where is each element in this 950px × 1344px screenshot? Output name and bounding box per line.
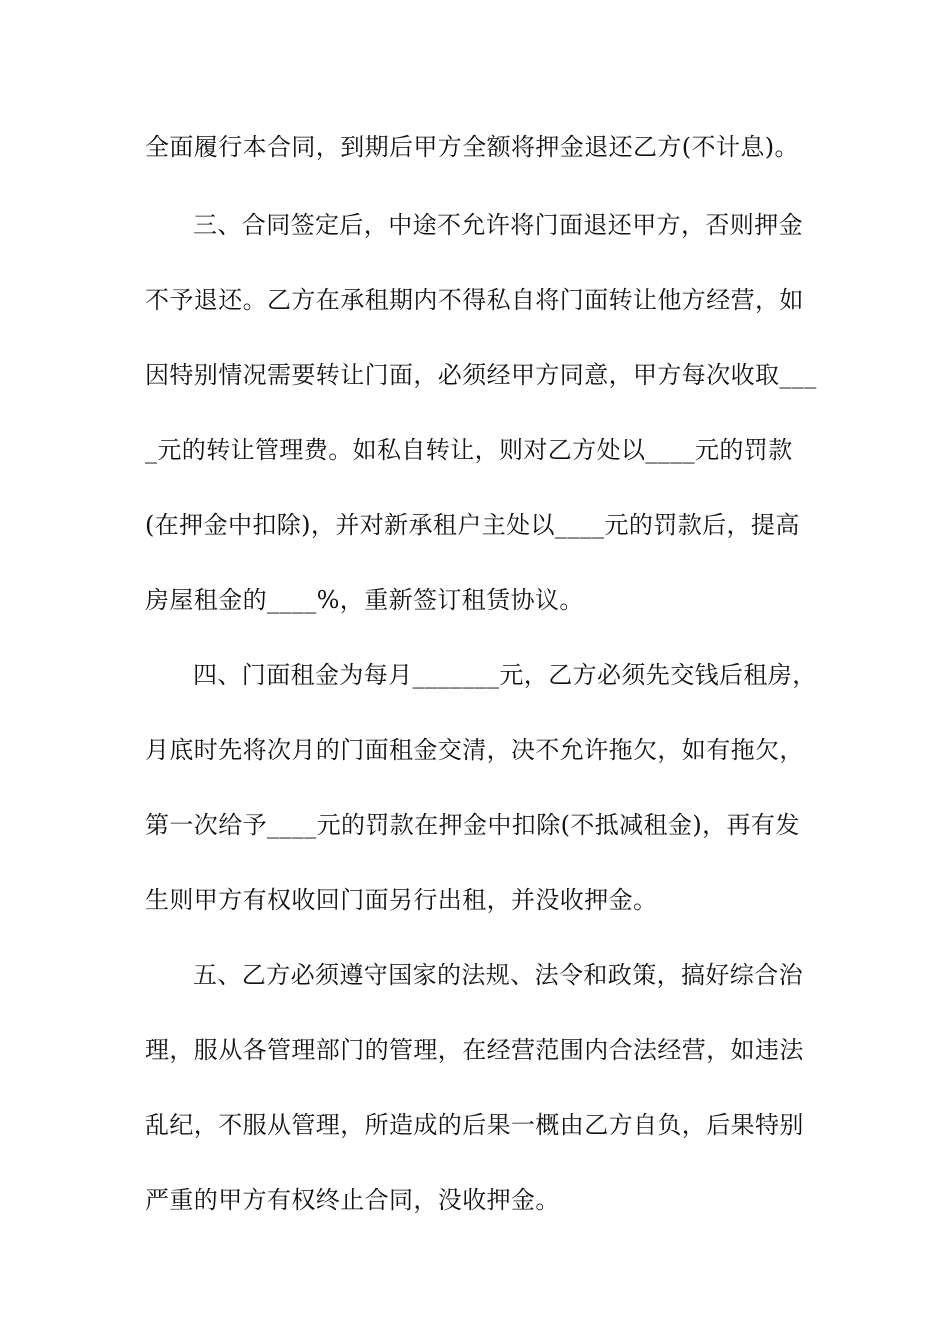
paragraph-line: 四、门面租金为每月_______元，乙方必须先交钱后租房， <box>193 661 817 689</box>
paragraph-line: _元的转让管理费。如私自转让，则对乙方处以____元的罚款 <box>145 436 793 464</box>
paragraph-line: 理，服从各管理部门的管理，在经营范围内合法经营，如违法 <box>145 1036 804 1064</box>
paragraph-line: (在押金中扣除)，并对新承租户主处以____元的罚款后，提高 <box>145 511 800 539</box>
paragraph-line: 乱纪，不服从管理，所造成的后果一概由乙方自负，后果特别 <box>145 1111 804 1139</box>
paragraph-line: 生则甲方有权收回门面另行出租，并没收押金。 <box>145 886 658 914</box>
paragraph-line: 五、乙方必须遵守国家的法规、法令和政策，搞好综合治 <box>193 961 803 989</box>
paragraph-line: 全面履行本合同，到期后甲方全额将押金退还乙方(不计息)。 <box>145 133 799 161</box>
paragraph-line: 不予退还。乙方在承租期内不得私自将门面转让他方经营，如 <box>145 286 804 314</box>
paragraph-line: 房屋租金的____%，重新签订租赁协议。 <box>145 586 584 614</box>
paragraph-line: 因特别情况需要转让门面，必须经甲方同意，甲方每次收取___ <box>145 361 817 389</box>
paragraph-line: 严重的甲方有权终止合同，没收押金。 <box>145 1186 560 1214</box>
paragraph-line: 第一次给予____元的罚款在押金中扣除(不抵减租金)，再有发 <box>145 811 800 839</box>
paragraph-line: 三、合同签定后，中途不允许将门面退还甲方，否则押金 <box>193 211 803 239</box>
paragraph-line: 月底时先将次月的门面租金交清，决不允许拖欠，如有拖欠， <box>145 736 804 764</box>
